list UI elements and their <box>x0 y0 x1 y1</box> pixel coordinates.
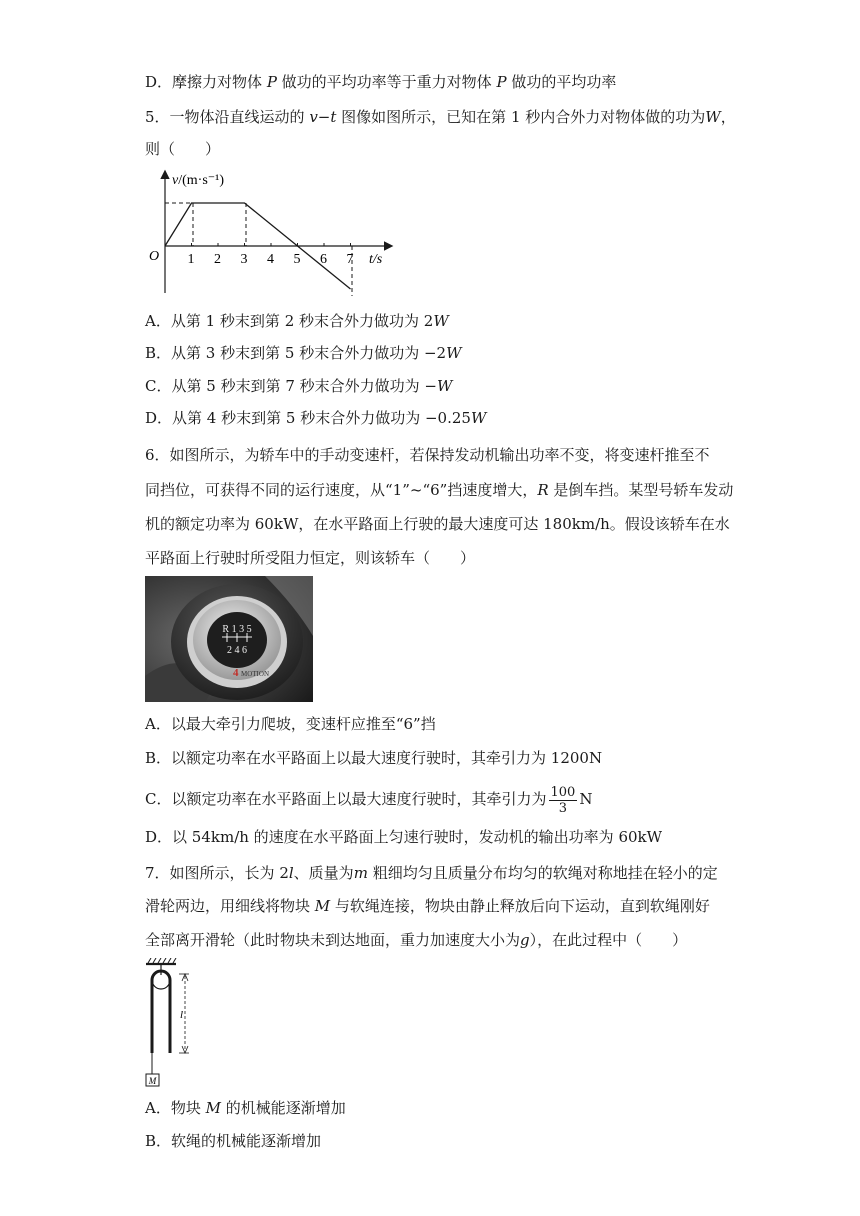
x-axis-label: t/s <box>369 252 383 267</box>
q6-option-b[interactable]: B．以额定功率在水平路面上以最大速度行驶时，其牵引力为 1200N <box>145 749 603 767</box>
q6-option-c[interactable]: C．以额定功率在水平路面上以最大速度行驶时，其牵引力为 $\frac{100}{3}$ N <box>145 784 593 816</box>
q5-vt-graph <box>145 168 400 300</box>
q5-option-d[interactable]: D．从第 4 秒末到第 5 秒末合外力做功为 −0.25W <box>145 409 487 427</box>
q7-option-b[interactable]: B．软绳的机械能逐渐增加 <box>145 1132 322 1150</box>
gear-knob-photo <box>145 576 313 702</box>
q5-option-b[interactable]: B．从第 3 秒末到第 5 秒末合外力做功为 −2W <box>145 344 462 362</box>
knob-bottom-row: 2 4 6 <box>227 645 247 656</box>
y-axis-label: v/(m·s⁻¹) <box>172 173 225 188</box>
x-tick-7: 7 <box>346 252 354 267</box>
knob-brand-text: MOTION <box>241 670 269 678</box>
q5-stem-line1: 5．一物体沿直线运动的 v−t 图像如图所示，已知在第 1 秒内合外力对物体做的功为W， <box>145 108 736 126</box>
knob-brand-num: 4 <box>233 667 239 679</box>
block-label: M <box>148 1076 157 1086</box>
q7-stem-line2: 滑轮两边，用细线将物块 M 与软绳连接，物块由静止释放后向下运动，直到软绳刚好 <box>145 897 710 915</box>
q6-option-d[interactable]: D．以 54km/h 的速度在水平路面上匀速行驶时，发动机的输出功率为 60kW <box>145 828 663 846</box>
q6-stem-line3: 机的额定功率为 60kW，在水平路面上行驶的最大速度可达 180km/h。假设该轿车在水 <box>145 515 730 533</box>
fraction: $\frac{100}{3}$ <box>550 784 576 816</box>
q5-option-c[interactable]: C．从第 5 秒末到第 7 秒末合外力做功为 −W <box>145 377 453 395</box>
q5-option-a[interactable]: A．从第 1 秒末到第 2 秒末合外力做功为 2W <box>145 312 449 330</box>
length-label: l <box>180 1009 184 1021</box>
q6-stem-line4: 平路面上行驶时所受阻力恒定，则该轿车（ ） <box>145 549 476 567</box>
x-tick-5: 5 <box>293 252 301 267</box>
x-tick-labels <box>188 243 354 267</box>
x-tick-1: 1 <box>187 252 195 267</box>
q4-option-d: D．摩擦力对物体 P 做功的平均功率等于重力对物体 P 做功的平均功率 <box>145 73 617 91</box>
q6-stem-line2: 同挡位，可获得不同的运行速度，从“1”~“6”挡速度增大，R 是倒车挡。某型号轿车发动 <box>145 481 734 499</box>
q7-stem-line1: 7．如图所示，长为 2l、质量为m 粗细均匀且质量分布均匀的软绳对称地挂在轻小的定 <box>145 864 718 882</box>
x-tick-6: 6 <box>320 252 327 267</box>
q6-stem-line1: 6．如图所示，为轿车中的手动变速杆，若保持发动机输出功率不变，将变速杆推至不 <box>145 446 710 464</box>
knob-top-row: R 1 3 5 <box>222 624 252 635</box>
q7-option-a[interactable]: A．物块 M 的机械能逐渐增加 <box>145 1099 346 1117</box>
origin-label: O <box>149 249 160 264</box>
x-tick-3: 3 <box>240 252 248 267</box>
x-tick-2: 2 <box>214 252 221 267</box>
q7-stem-line3: 全部离开滑轮（此时物块未到达地面，重力加速度大小为g），在此过程中（ ） <box>145 931 688 949</box>
soft-rope <box>152 971 170 1053</box>
q6-option-a[interactable]: A．以最大牵引力爬坡，变速杆应推至“6”挡 <box>145 715 436 733</box>
x-tick-4: 4 <box>267 252 274 267</box>
q5-stem-line2: 则（ ） <box>145 140 221 158</box>
pulley-rope-diagram <box>143 958 203 1090</box>
